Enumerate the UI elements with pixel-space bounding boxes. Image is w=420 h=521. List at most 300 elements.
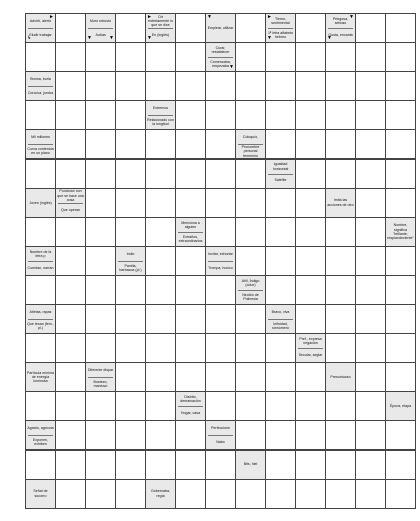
answer-cell[interactable] [325,275,356,305]
clue-divider [148,28,173,29]
answer-cell[interactable] [115,479,146,509]
answer-cell[interactable] [355,450,386,480]
answer-cell[interactable] [355,159,386,189]
answer-cell[interactable] [85,159,116,189]
clue-cell-r14c0 [25,420,56,450]
answer-cell[interactable] [205,217,236,247]
clue-cell-r2c0 [25,71,56,101]
clue-text: Judías [95,32,106,37]
answer-cell[interactable] [25,217,56,247]
clue-divider [88,28,113,29]
answer-cell[interactable] [355,362,386,392]
answer-cell[interactable] [325,42,356,72]
answer-cell[interactable] [25,159,56,189]
answer-cell[interactable] [355,479,386,509]
answer-cell[interactable] [175,100,206,130]
answer-cell[interactable] [295,100,326,130]
clue-text: Infinidad, sinnúmero [272,321,289,331]
clue-text: Época, etapa [389,404,412,409]
arrow-down-right-icon: ↳ [27,35,32,42]
answer-cell[interactable] [115,100,146,130]
answer-cell[interactable] [385,13,416,43]
clue-text: Relacionado con la longitud [147,118,174,127]
answer-cell[interactable] [235,362,266,392]
clue-text: Extremos [152,106,169,111]
answer-cell[interactable] [85,188,116,218]
answer-cell[interactable] [115,450,146,480]
answer-cell[interactable] [145,304,176,334]
answer-cell[interactable] [385,159,416,189]
answer-cell[interactable] [145,391,176,421]
answer-cell[interactable] [385,129,416,159]
answer-cell[interactable] [235,42,266,72]
clue-cell-r6c1 [55,188,86,218]
answer-cell[interactable] [85,391,116,421]
clue-text: Partícula mínima de energía luminosa [27,370,54,384]
answer-cell[interactable] [175,333,206,363]
clue-divider [328,28,353,29]
answer-cell[interactable] [25,391,56,421]
clue-text: Broma, burla [30,77,51,82]
answer-cell[interactable] [145,246,176,276]
clue-text: Incitar, exhortar [208,251,233,256]
clue-cell-r12c2 [85,362,116,392]
clue-cell-r0c2 [85,13,116,43]
answer-cell[interactable] [115,304,146,334]
clue-divider [268,319,293,320]
clue-text: Presuntuoso [330,375,351,380]
clue-text: Coloquio, [242,135,259,140]
answer-cell[interactable] [355,129,386,159]
arrow-down-icon: ▼ [349,14,354,20]
clue-divider [28,319,53,320]
answer-cell[interactable] [175,13,206,43]
answer-cell[interactable] [235,246,266,276]
arrow-down-icon: ▼ [229,64,234,71]
answer-cell[interactable] [235,304,266,334]
answer-cell[interactable] [145,333,176,363]
clue-divider [298,348,323,349]
answer-cell[interactable] [85,42,116,72]
answer-cell[interactable] [145,275,176,305]
answer-cell[interactable] [175,129,206,159]
answer-cell[interactable] [205,391,236,421]
clue-text: Diferente dispar [87,368,114,373]
answer-cell[interactable] [55,246,86,276]
clue-cell-r12c10 [325,362,356,392]
clue-cell-r7c5 [175,217,206,247]
clue-text: Muro robusto [89,18,112,23]
answer-cell[interactable] [55,333,86,363]
clue-cell-r13c12 [385,391,416,421]
answer-cell[interactable] [115,188,146,218]
clue-cell-r11c9 [295,333,326,363]
answer-cell[interactable] [385,362,416,392]
answer-cell[interactable] [115,159,146,189]
arrow-down-icon: ▼ [327,35,332,42]
clue-divider [208,57,233,58]
clue-cell-r0c6 [205,13,236,43]
clue-divider [208,435,233,436]
answer-cell[interactable] [265,275,296,305]
answer-cell[interactable] [175,71,206,101]
clue-text: Que tesan (fem., pl.) [27,321,54,331]
answer-cell[interactable] [385,71,416,101]
answer-cell[interactable] [265,246,296,276]
clue-text: Satélite [274,178,287,183]
arrow-down-icon: ▼ [207,14,212,20]
clue-cell-r4c0 [25,129,56,159]
answer-cell[interactable] [235,333,266,363]
clue-divider [28,144,53,145]
clue-text: Emplear, utilizar [207,25,234,30]
answer-cell[interactable] [235,479,266,509]
clue-divider [28,435,53,436]
answer-cell[interactable] [295,188,326,218]
answer-cell[interactable] [235,71,266,101]
answer-cell[interactable] [55,129,86,159]
clue-divider [28,28,53,29]
clue-text: Gobernaba, regía [151,489,170,498]
answer-cell[interactable] [115,129,146,159]
answer-cell[interactable] [175,304,206,334]
answer-cell[interactable] [55,275,86,305]
arrow-down-icon: ▼ [147,35,152,42]
arrow-down-icon: ▼ [109,35,114,42]
answer-cell[interactable] [355,391,386,421]
answer-cell[interactable] [385,420,416,450]
clue-text: Oír entretamente lo que se dice [148,14,173,28]
clue-text: Eludir trabajar [29,32,52,37]
answer-cell[interactable] [115,333,146,363]
clue-text: Atletas, rapas [29,309,52,314]
answer-cell[interactable] [265,333,296,363]
clue-text: Pringosa, seboso [332,16,349,26]
answer-cell[interactable] [355,71,386,101]
answer-cell[interactable] [295,362,326,392]
answer-cell[interactable] [205,450,236,480]
answer-cell[interactable] [85,71,116,101]
clue-divider [88,377,113,378]
answer-cell[interactable] [265,129,296,159]
answer-cell[interactable] [295,246,326,276]
answer-cell[interactable] [175,479,206,509]
answer-cell[interactable] [385,100,416,130]
clue-cell-r6c0 [25,188,56,218]
clue-divider [28,261,53,262]
clue-divider [58,203,83,204]
answer-cell[interactable] [145,217,176,247]
clue-cell-r10c0 [25,304,56,334]
answer-cell[interactable] [85,333,116,363]
answer-cell[interactable] [85,129,116,159]
answer-cell[interactable] [265,100,296,130]
answer-cell[interactable] [145,71,176,101]
answer-cell[interactable] [265,42,296,72]
answer-cell[interactable] [325,246,356,276]
answer-cell[interactable] [325,420,356,450]
answer-cell[interactable] [115,420,146,450]
clue-divider [238,290,263,291]
answer-cell[interactable] [85,304,116,334]
answer-cell[interactable] [175,188,206,218]
answer-cell[interactable] [385,42,416,72]
answer-cell[interactable] [385,333,416,363]
answer-cell[interactable] [385,304,416,334]
clue-cell-r16c0 [25,479,56,509]
clue-cell-r0c0 [25,13,56,43]
answer-cell[interactable] [355,420,386,450]
answer-cell[interactable] [295,13,326,43]
arrow-right-icon: ► [267,14,272,20]
answer-cell[interactable] [55,42,86,72]
answer-cell[interactable] [115,71,146,101]
clue-text: Neutón de Polinesia [242,292,259,301]
answer-cell[interactable] [145,362,176,392]
clue-text: Que operan [61,207,80,212]
clue-text: Señal de socorro [33,489,48,498]
clue-text: Bits, hiel [243,462,258,467]
clue-text: Trompa, hocico [208,265,233,270]
answer-cell[interactable] [175,420,206,450]
answer-cell[interactable] [355,188,386,218]
answer-cell[interactable] [295,129,326,159]
answer-cell[interactable] [55,362,86,392]
answer-cell[interactable] [25,450,56,480]
clue-text: Pundonor con que se hace una cosa [57,189,84,202]
answer-cell[interactable] [295,275,326,305]
clue-text: Pronombre personal femenino [241,145,260,158]
answer-cell[interactable] [175,362,206,392]
answer-cell[interactable] [265,391,296,421]
clue-text: Extraños, extraordinarios [178,234,203,243]
clue-divider [28,86,53,87]
answer-cell[interactable] [175,246,206,276]
answer-cell[interactable] [355,42,386,72]
clue-cell-r1c6 [205,42,236,72]
clue-divider [238,144,263,145]
clue-text: Nombre, significa "brillante, resplandeciente" [387,223,414,240]
arrow-down-icon: ▼ [87,35,92,42]
clue-text: Exponen, exhiben [32,438,49,447]
answer-cell[interactable] [145,129,176,159]
answer-cell[interactable] [205,479,236,509]
answer-cell[interactable] [355,217,386,247]
answer-cell[interactable] [205,129,236,159]
answer-cell[interactable] [325,71,356,101]
answer-cell[interactable] [115,217,146,247]
answer-cell[interactable] [385,188,416,218]
clue-text: Pantila, barbacoa (pl.) [119,263,142,272]
answer-cell[interactable] [85,450,116,480]
answer-cell[interactable] [235,391,266,421]
clue-cell-r0c8 [265,13,296,43]
answer-cell[interactable] [325,129,356,159]
answer-cell[interactable] [85,479,116,509]
clue-text: Cuentan, narran [27,265,54,270]
answer-cell[interactable] [355,304,386,334]
arrow-right-icon: ► [49,14,54,20]
answer-cell[interactable] [325,391,356,421]
answer-cell[interactable] [235,188,266,218]
answer-cell[interactable] [325,217,356,247]
answer-cell[interactable] [325,304,356,334]
clue-text: Curva contenida en un plano [27,147,54,156]
answer-cell[interactable] [355,100,386,130]
answer-cell[interactable] [355,333,386,363]
clue-cell-r8c6 [205,246,236,276]
clue-text: Tierno, sentimental [271,16,290,26]
clue-text: Imita las acciones de otro [327,198,354,207]
answer-cell[interactable] [115,275,146,305]
answer-cell[interactable] [55,304,86,334]
answer-cell[interactable] [385,275,416,305]
clue-cell-r6c10 [325,188,356,218]
answer-cell[interactable] [385,479,416,509]
answer-cell[interactable] [175,275,206,305]
answer-cell[interactable] [25,333,56,363]
answer-cell[interactable] [145,159,176,189]
answer-cell[interactable] [295,42,326,72]
clue-divider [178,232,203,233]
answer-cell[interactable] [295,71,326,101]
clue-text: Igualdad horizontal [272,162,289,171]
clue-text: Joven (inglés) [29,200,52,205]
answer-cell[interactable] [295,391,326,421]
answer-cell[interactable] [145,42,176,72]
answer-cell[interactable] [55,391,86,421]
answer-cell[interactable] [145,420,176,450]
answer-cell[interactable] [265,450,296,480]
answer-cell[interactable] [175,159,206,189]
answer-cell[interactable] [325,450,356,480]
answer-cell[interactable] [205,275,236,305]
clue-cell-r10c8 [265,304,296,334]
answer-cell[interactable] [205,362,236,392]
clue-cell-r14c6 [205,420,236,450]
clue-text: Comenzaba, empezaba [210,59,231,69]
answer-cell[interactable] [205,100,236,130]
answer-cell[interactable] [85,420,116,450]
answer-cell[interactable] [295,479,326,509]
answer-cell[interactable] [265,362,296,392]
clue-text: Mil millones [31,135,50,140]
clue-divider [208,261,233,262]
answer-cell[interactable] [55,159,86,189]
clue-text: Secular, seglar [298,353,323,358]
answer-cell[interactable] [235,159,266,189]
clue-cell-r12c0 [25,362,56,392]
answer-cell[interactable] [115,42,146,72]
answer-cell[interactable] [85,100,116,130]
answer-cell[interactable] [355,275,386,305]
clue-text: En (inglés) [151,32,170,37]
clue-cell-r5c8 [265,159,296,189]
clue-divider [118,261,143,262]
answer-cell[interactable] [295,420,326,450]
answer-cell[interactable] [265,217,296,247]
clue-cell-r16c4 [145,479,176,509]
answer-cell[interactable] [55,450,86,480]
arrow-right-icon: ► [147,14,152,20]
answer-cell[interactable] [295,217,326,247]
answer-cell[interactable] [175,42,206,72]
answer-cell[interactable] [55,71,86,101]
clue-text: Pref., expresa negación [299,336,322,346]
clue-cell-r13c5 [175,391,206,421]
answer-cell[interactable] [85,275,116,305]
clue-text: Agrario, agrícola [27,426,54,431]
answer-cell[interactable] [205,159,236,189]
clue-text: Nombre de la letra p [29,249,52,258]
clue-cell-r8c0 [25,246,56,276]
answer-cell[interactable] [385,246,416,276]
answer-cell[interactable] [25,275,56,305]
answer-cell[interactable] [55,420,86,450]
answer-cell[interactable] [55,217,86,247]
answer-cell[interactable] [115,362,146,392]
answer-cell[interactable] [295,159,326,189]
answer-cell[interactable] [115,391,146,421]
answer-cell[interactable] [145,450,176,480]
answer-cell[interactable] [325,333,356,363]
answer-cell[interactable] [205,333,236,363]
answer-cell[interactable] [85,217,116,247]
answer-cell[interactable] [355,13,386,43]
clue-text: Bostezo, mantuvo [93,380,108,389]
answer-cell[interactable] [145,188,176,218]
answer-cell[interactable] [205,188,236,218]
answer-cell[interactable] [265,420,296,450]
answer-cell[interactable] [235,100,266,130]
answer-cell[interactable] [25,42,56,72]
answer-cell[interactable] [265,71,296,101]
answer-cell[interactable] [205,304,236,334]
clue-cell-r9c7 [235,275,266,305]
clue-text: Perfeccione [211,426,230,431]
answer-cell[interactable] [25,100,56,130]
answer-cell[interactable] [115,13,146,43]
answer-cell[interactable] [55,100,86,130]
answer-cell[interactable] [55,479,86,509]
clue-text: Añil, Índigo (color) [241,278,260,287]
clue-divider [268,174,293,175]
answer-cell[interactable] [235,217,266,247]
clue-text: Distrito, demarcación [180,395,201,404]
clue-cell-r0c4 [145,13,176,43]
clue-cell-r0c10 [325,13,356,43]
answer-cell[interactable] [175,450,206,480]
answer-cell[interactable] [235,13,266,43]
answer-cell[interactable] [325,479,356,509]
answer-cell[interactable] [55,13,86,43]
answer-cell[interactable] [205,71,236,101]
answer-cell[interactable] [235,420,266,450]
clue-text: Advirtí, alertó [29,18,52,23]
answer-cell[interactable] [265,188,296,218]
answer-cell[interactable] [385,450,416,480]
clue-text: Menciona a alguien [181,220,200,229]
answer-cell[interactable] [325,100,356,130]
answer-cell[interactable] [355,246,386,276]
clue-cell-r7c12 [385,217,416,247]
answer-cell[interactable] [295,304,326,334]
answer-cell[interactable] [265,479,296,509]
answer-cell[interactable] [295,450,326,480]
answer-cell[interactable] [325,159,356,189]
answer-cell[interactable] [85,246,116,276]
clue-cell-r8c3 [115,246,146,276]
